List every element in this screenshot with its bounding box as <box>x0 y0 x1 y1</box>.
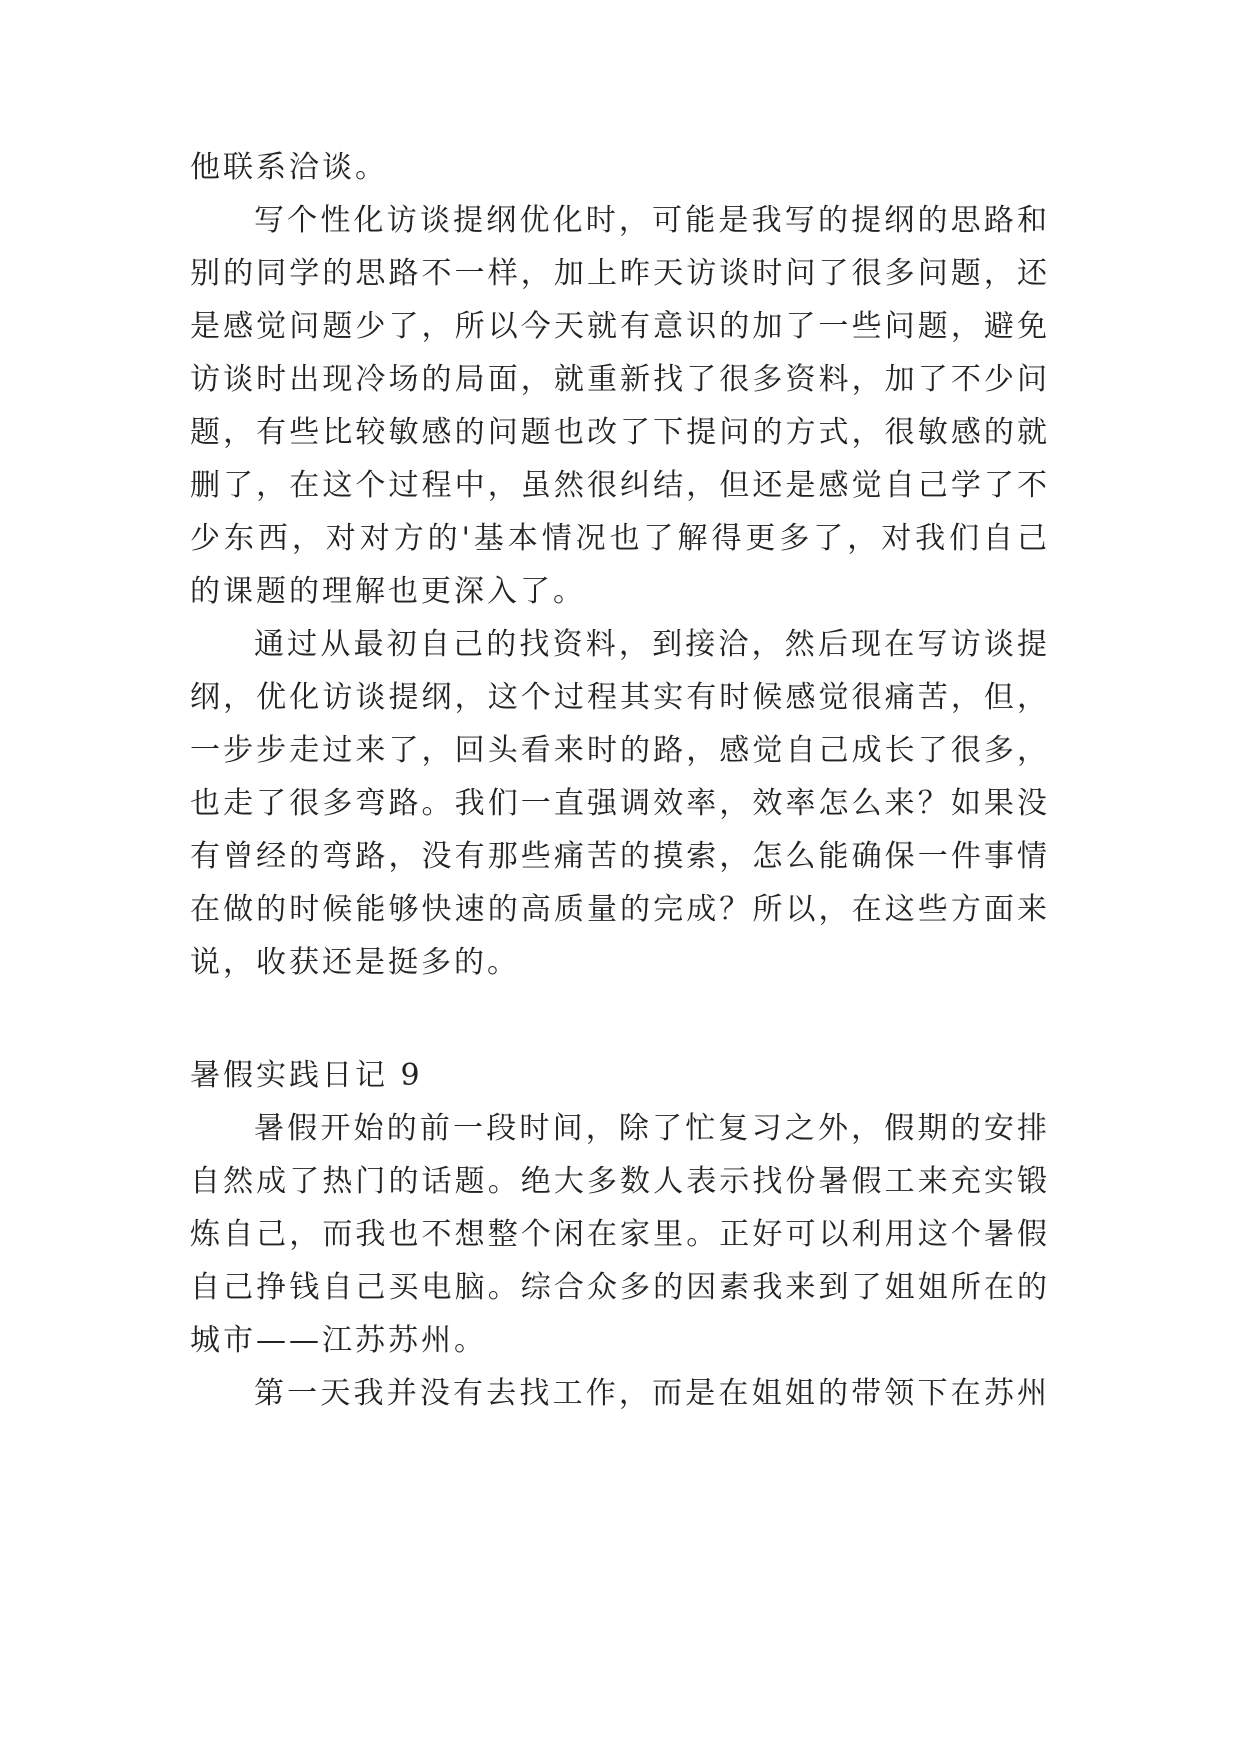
text-line: 写个性化访谈提纲优化时，可能是我写的提纲的思路和 <box>254 203 1050 238</box>
text-line: 自然成了热门的话题。绝大多数人表示找份暑假工来充实锻 <box>190 1164 1050 1199</box>
text-line: 也走了很多弯路。我们一直强调效率，效率怎么来？如果没 <box>190 786 1050 821</box>
text-line: 删了，在这个过程中，虽然很纠结，但还是感觉自己学了不 <box>190 468 1050 503</box>
text-line: 炼自己，而我也不想整个闲在家里。正好可以利用这个暑假 <box>190 1217 1050 1252</box>
text-line: 纲，优化访谈提纲，这个过程其实有时候感觉很痛苦，但， <box>190 680 1050 715</box>
text-line: 有曾经的弯路，没有那些痛苦的摸索，怎么能确保一件事情 <box>190 839 1050 874</box>
text-line: 自己挣钱自己买电脑。综合众多的因素我来到了姐姐所在的 <box>190 1270 1050 1305</box>
text-line: 在做的时候能够快速的高质量的完成？所以，在这些方面来 <box>190 892 1050 927</box>
text-line: 一步步走过来了，回头看来时的路，感觉自己成长了很多， <box>190 733 1050 768</box>
text-line: 第一天我并没有去找工作，而是在姐姐的带领下在苏州 <box>254 1376 1050 1411</box>
text-line: 城市——江苏苏州。 <box>190 1323 487 1358</box>
text-line: 他联系洽谈。 <box>190 150 388 185</box>
section-heading: 暑假实践日记 9 <box>190 1058 423 1093</box>
text-line: 暑假开始的前一段时间，除了忙复习之外，假期的安排 <box>254 1111 1050 1146</box>
text-line: 是感觉问题少了，所以今天就有意识的加了一些问题，避免 <box>190 309 1050 344</box>
text-line: 的课题的理解也更深入了。 <box>190 574 586 609</box>
text-line: 少东西，对对方的'基本情况也了解得更多了，对我们自己 <box>190 521 1050 556</box>
text-line: 别的同学的思路不一样，加上昨天访谈时问了很多问题，还 <box>190 256 1050 291</box>
text-line: 访谈时出现冷场的局面，就重新找了很多资料，加了不少问 <box>190 362 1050 397</box>
text-line: 题，有些比较敏感的问题也改了下提问的方式，很敏感的就 <box>190 415 1050 450</box>
text-line: 说，收获还是挺多的。 <box>190 945 520 980</box>
text-line: 通过从最初自己的找资料，到接洽，然后现在写访谈提 <box>254 627 1050 662</box>
